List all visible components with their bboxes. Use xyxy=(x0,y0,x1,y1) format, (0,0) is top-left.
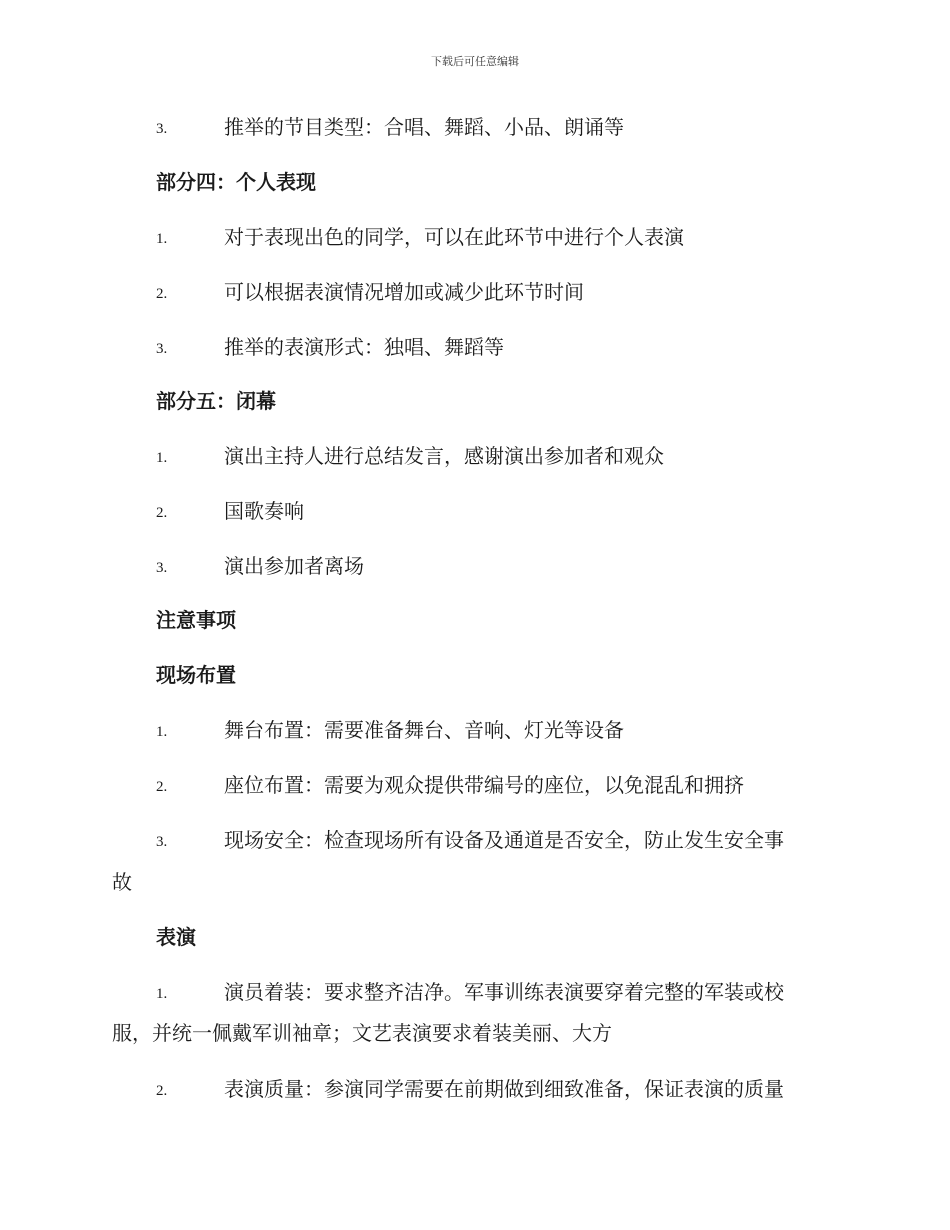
list-number: 1. xyxy=(156,986,168,1002)
section-heading: 现场布置 xyxy=(156,663,236,687)
list-text: 演出主持人进行总结发言，感谢演出参加者和观众 xyxy=(224,444,664,468)
list-text: 表演质量：参演同学需要在前期做到细致准备，保证表演的质量 xyxy=(224,1077,784,1101)
list-text: 对于表现出色的同学，可以在此环节中进行个人表演 xyxy=(224,225,684,249)
list-number: 2. xyxy=(156,505,168,521)
section-heading: 部分五：闭幕 xyxy=(156,389,276,413)
list-text: 舞台布置：需要准备舞台、音响、灯光等设备 xyxy=(224,718,624,742)
list-number: 3. xyxy=(156,834,168,850)
list-number: 2. xyxy=(156,779,168,795)
section-heading: 部分四：个人表现 xyxy=(156,170,316,194)
page-header: 下载后可任意编辑 xyxy=(431,55,519,68)
list-text: 推举的节目类型：合唱、舞蹈、小品、朗诵等 xyxy=(224,115,624,139)
list-number: 1. xyxy=(156,450,168,466)
list-text: 演员着装：要求整齐洁净。军事训练表演要穿着完整的军装或校 xyxy=(224,980,784,1004)
list-text-continuation: 服，并统一佩戴军训袖章；文艺表演要求着装美丽、大方 xyxy=(112,1021,612,1045)
list-text: 可以根据表演情况增加或减少此环节时间 xyxy=(224,280,584,304)
list-number: 3. xyxy=(156,560,168,576)
section-heading: 表演 xyxy=(156,925,196,949)
list-number: 2. xyxy=(156,1083,168,1099)
list-number: 2. xyxy=(156,286,168,302)
list-number: 1. xyxy=(156,724,168,740)
list-text-continuation: 故 xyxy=(112,870,132,894)
list-text: 现场安全：检查现场所有设备及通道是否安全，防止发生安全事 xyxy=(224,828,784,852)
list-text: 推举的表演形式：独唱、舞蹈等 xyxy=(224,335,504,359)
list-text: 国歌奏响 xyxy=(224,499,304,523)
list-text: 演出参加者离场 xyxy=(224,554,364,578)
section-heading: 注意事项 xyxy=(156,608,236,632)
list-number: 3. xyxy=(156,121,168,137)
list-number: 1. xyxy=(156,231,168,247)
list-number: 3. xyxy=(156,341,168,357)
list-text: 座位布置：需要为观众提供带编号的座位，以免混乱和拥挤 xyxy=(224,773,744,797)
